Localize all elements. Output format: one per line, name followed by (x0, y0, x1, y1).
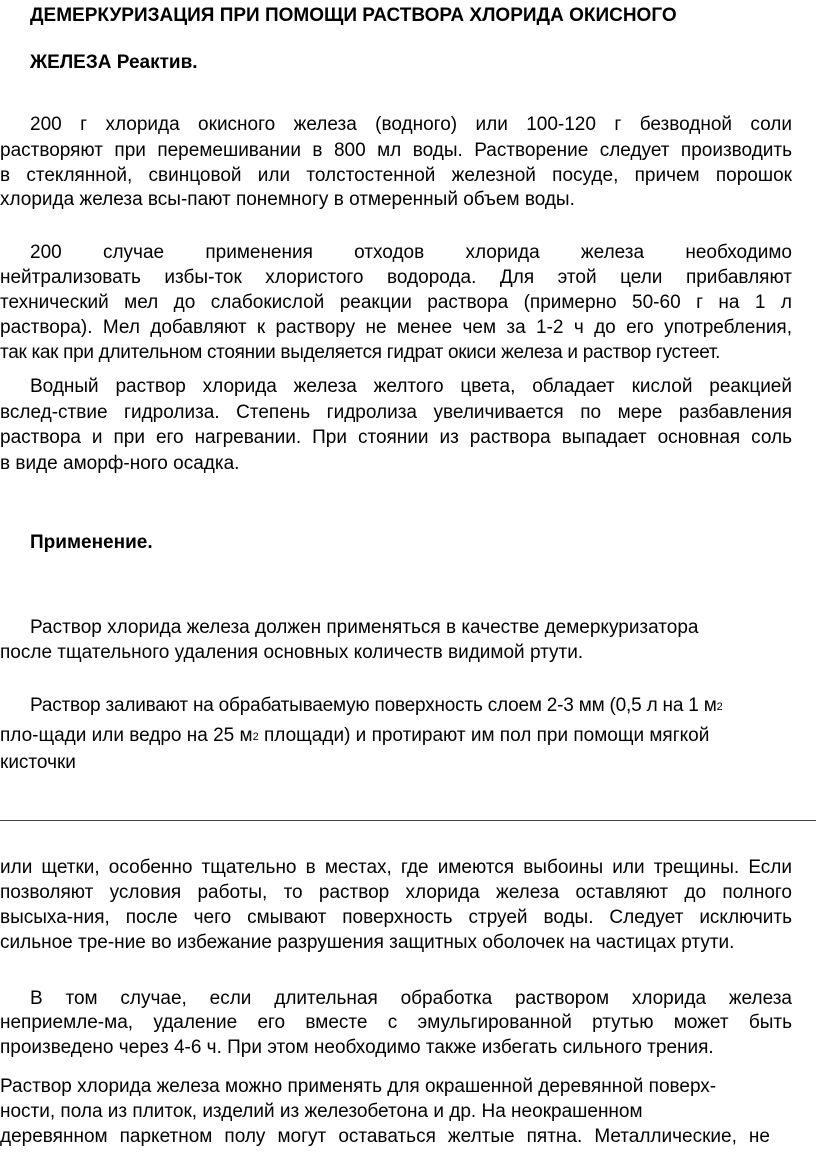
section-title: Применение. (30, 532, 153, 553)
paragraph-3-line-3: раствора и при его нагревании. При стоянии из раствора выпадает основная соль (0, 427, 792, 448)
paragraph-1-line-3: в стеклянной, свинцовой или толстостенной железной посуде, причем порошок (0, 165, 792, 186)
paragraph-5-line-1-text: Раствор заливают на обрабатываемую поверхность слоем 2-3 мм (0,5 л на 1 м (30, 695, 717, 716)
paragraph-2-line-5: так как при длительном стоянии выделяется гидрат окиси железа и раствор густеет. (0, 342, 721, 363)
paragraph-5-line-2-text-b: площади) и протирают им пол при помощи мягкой (258, 725, 710, 746)
paragraph-1-line-1: 200 г хлорида окисного железа (водного) или 100-120 г безводной соли (30, 114, 792, 135)
paragraph-6-line-1: или щетки, особенно тщательно в местах, где имеются выбоины или трещины. Если (0, 857, 792, 878)
paragraph-8-line-3: деревянном паркетном полу могут оставаться желтые пятна. Металлические, не (0, 1126, 770, 1147)
paragraph-8-line-2: ности, пола из плиток, изделий из железобетона и др. На неокрашенном (0, 1101, 643, 1122)
paragraph-3-line-1: Водный раствор хлорида железа желтого цвета, обладает кислой реакцией (30, 376, 792, 397)
paragraph-7-line-3: произведено через 4-6 ч. При этом необходимо также избегать сильного трения. (0, 1037, 714, 1058)
square-superscript: 2 (716, 701, 723, 713)
paragraph-4-line-2: после тщательного удаления основных количеств видимой ртути. (0, 642, 584, 663)
paragraph-7-line-2: неприемле-ма, удаление его вместе с эмульгированной ртутью может быть (0, 1012, 792, 1033)
paragraph-6-line-2: позволяют условия работы, то раствор хлорида железа оставляют до полного (0, 882, 792, 903)
paragraph-3-line-4: в виде аморф-ного осадка. (0, 453, 240, 474)
paragraph-5-line-1 (30, 693, 723, 720)
heading-line-1: ДЕМЕРКУРИЗАЦИЯ ПРИ ПОМОЩИ РАСТВОРА ХЛОРИДА ОКИСНОГО (30, 5, 677, 26)
paragraph-8-line-1: Раствор хлорида железа можно применять для окрашенной деревянной поверх- (0, 1076, 717, 1097)
paragraph-2-line-2: нейтрализовать избы-ток хлористого водорода. Для этой цели прибавляют (0, 267, 792, 288)
paragraph-3-line-2: вслед-ствие гидролиза. Степень гидролиза увеличивается по мере разбавления (0, 402, 792, 423)
paragraph-2-line-1: 200 случае применения отходов хлорида железа необходимо (30, 242, 792, 263)
paragraph-4-line-1: Раствор хлорида железа должен применяться в качестве демеркуризатора (30, 617, 699, 638)
paragraph-5-line-3: кисточки (0, 752, 76, 773)
paragraph-5-line-2-text-a: пло-щади или ведро на 25 м (0, 725, 253, 746)
paragraph-6-line-4: сильное тре-ние во избежание разрушения защитных оболочек на частицах ртути. (0, 932, 735, 953)
paragraph-6-line-3: высыха-ния, после чего смывают поверхность струей воды. Следует исключить (0, 907, 792, 928)
paragraph-2-line-4: раствора). Мел добавляют к раствору не менее чем за 1-2 ч до его употребления, (0, 317, 792, 338)
square-superscript: 2 (252, 731, 259, 743)
heading-line-2: ЖЕЛЕЗА Реактив. (30, 52, 198, 73)
paragraph-5-line-2 (0, 723, 709, 750)
paragraph-2-line-3: технический мел до слабокислой реакции раствора (примерно 50-60 г на 1 л (0, 292, 792, 313)
paragraph-7-line-1: В том случае, если длительная обработка раствором хлорида железа (30, 988, 792, 1009)
paragraph-1-line-4: хлорида железа всы-пают понемногу в отмеренный объем воды. (0, 189, 575, 210)
paragraph-1-line-2: растворяют при перемешивании в 800 мл воды. Растворение следует производить (0, 140, 792, 161)
page-divider (0, 820, 816, 821)
